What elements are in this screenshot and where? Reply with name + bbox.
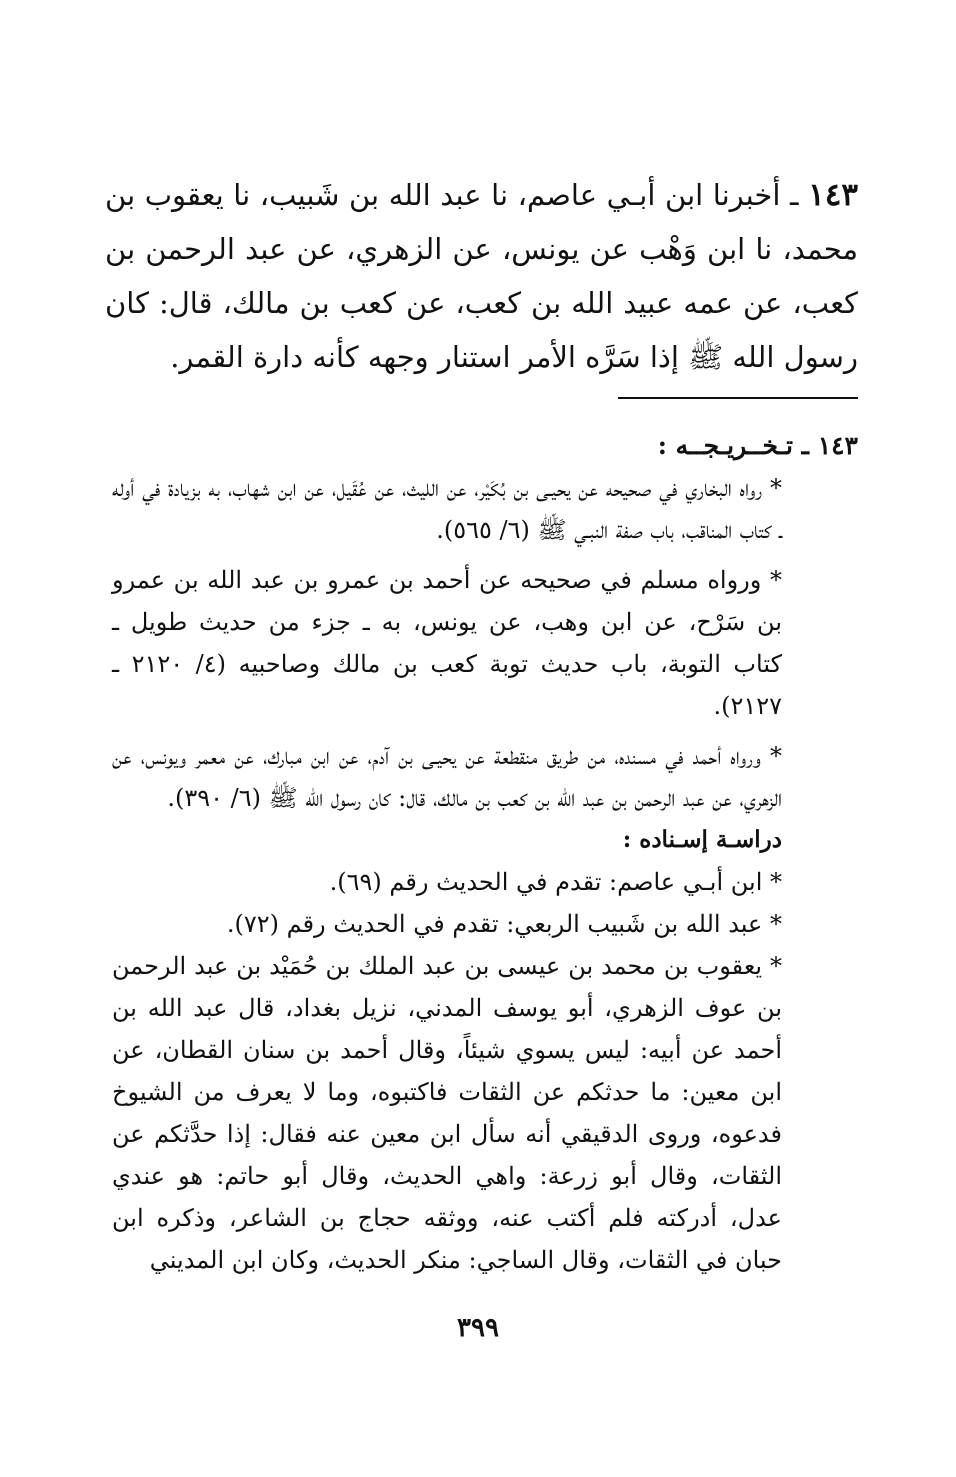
- narrator-ibn-abi-asim: * ابن أبـي عاصم: تقدم في الحديث رقم (٦٩).: [329, 868, 782, 896]
- footnote-divider: [618, 397, 858, 399]
- narrator-yaqub-ibn-muhammad: * يعقوب بن محمد بن عيسى بن عبد الملك بن حُمَيْد بن عبد الرحمن بن عوف الزهري، أبو يوسف المدني، نزيل بغداد، قال عبد الله بن أحمد عن أبيه: ليس يسوي شيئاً، وقال أحمد بن سنان القطان، عن ابن معين: ما حدثكم عن الثقات فاكتبوه، وما لا يعرف من الشيوخ فدعوه، وروى الدقيقي أنه سأل ابن معين عنه فقال: إذا حدَّثكم عن الثقات، وقال أبو زرعة: واهي الحديث، وقال أبو حاتم: هو عندي عدل، أدركته فلم أكتب عنه، ووثقه حجاج بن الشاعر، وذكره ابن حبان في الثقات، وقال الساجي: منكر الحديث، وكان ابن المديني: [112, 952, 782, 1274]
- page-number: ٣٩٩: [457, 1313, 499, 1343]
- isnad-heading: دراسـة إسـناده :: [622, 826, 782, 853]
- hadith-body: ـ أخبرنا ابن أبـي عاصم، نا عبد الله بن شَبيب، نا يعقوب بن محمد، نا ابن وَهْب عن يونس، عن الزهري، عن عبد الرحمن بن كعب، عن عمه عبيد الله بن كعب، عن كعب بن مالك، قال: كان رسول الله ﷺ إذا سَرَّه الأمر استنار وجهه كأنه دارة القمر.: [105, 178, 858, 374]
- note-muslim: * ورواه مسلم في صحيحه عن أحمد بن عمرو بن عبد الله بن عمرو بن سَرْح، عن ابن وهب، عن يونس، به ـ جزء من حديث طويل ـ كتاب التوبة، باب حديث توبة كعب بن مالك وصاحبيه (٤/ ٢١٢٠ ـ ٢١٢٧).: [112, 566, 782, 720]
- note-bukhari: * رواه البخاري في صحيحه عن يحيـى بن بُكَيْر، عن الليث، عن عُقَيل، عن ابن شهاب، به بزيادة في أوله ـ كتاب المناقب، باب صفة النبـي ﷺ (٦/ ٥٦٥).: [112, 474, 782, 544]
- footnotes-block: [112, 425, 858, 1281]
- hadith-text-block: [105, 168, 858, 384]
- takhrij-heading: ١٤٣ ـ تـخــريـجــه :: [657, 431, 858, 460]
- note-ahmad: * ورواه أحمد في مسنده، من طريق منقطعة عن يحيـى بن آدم، عن ابن مبارك، عن معمر ويونس، عن الزهري، عن عبد الرحمن بن عبد الله بن كعب بن مالك، قال: كان رسول الله ﷺ (٦/ ٣٩٠).: [112, 742, 782, 812]
- narrator-abdullah-ibn-shabib: * عبد الله بن شَبيب الربعي: تقدم في الحديث رقم (٧٢).: [226, 910, 782, 938]
- hadith-number: ١٤٣: [808, 177, 859, 213]
- hadith-paragraph: [105, 168, 858, 384]
